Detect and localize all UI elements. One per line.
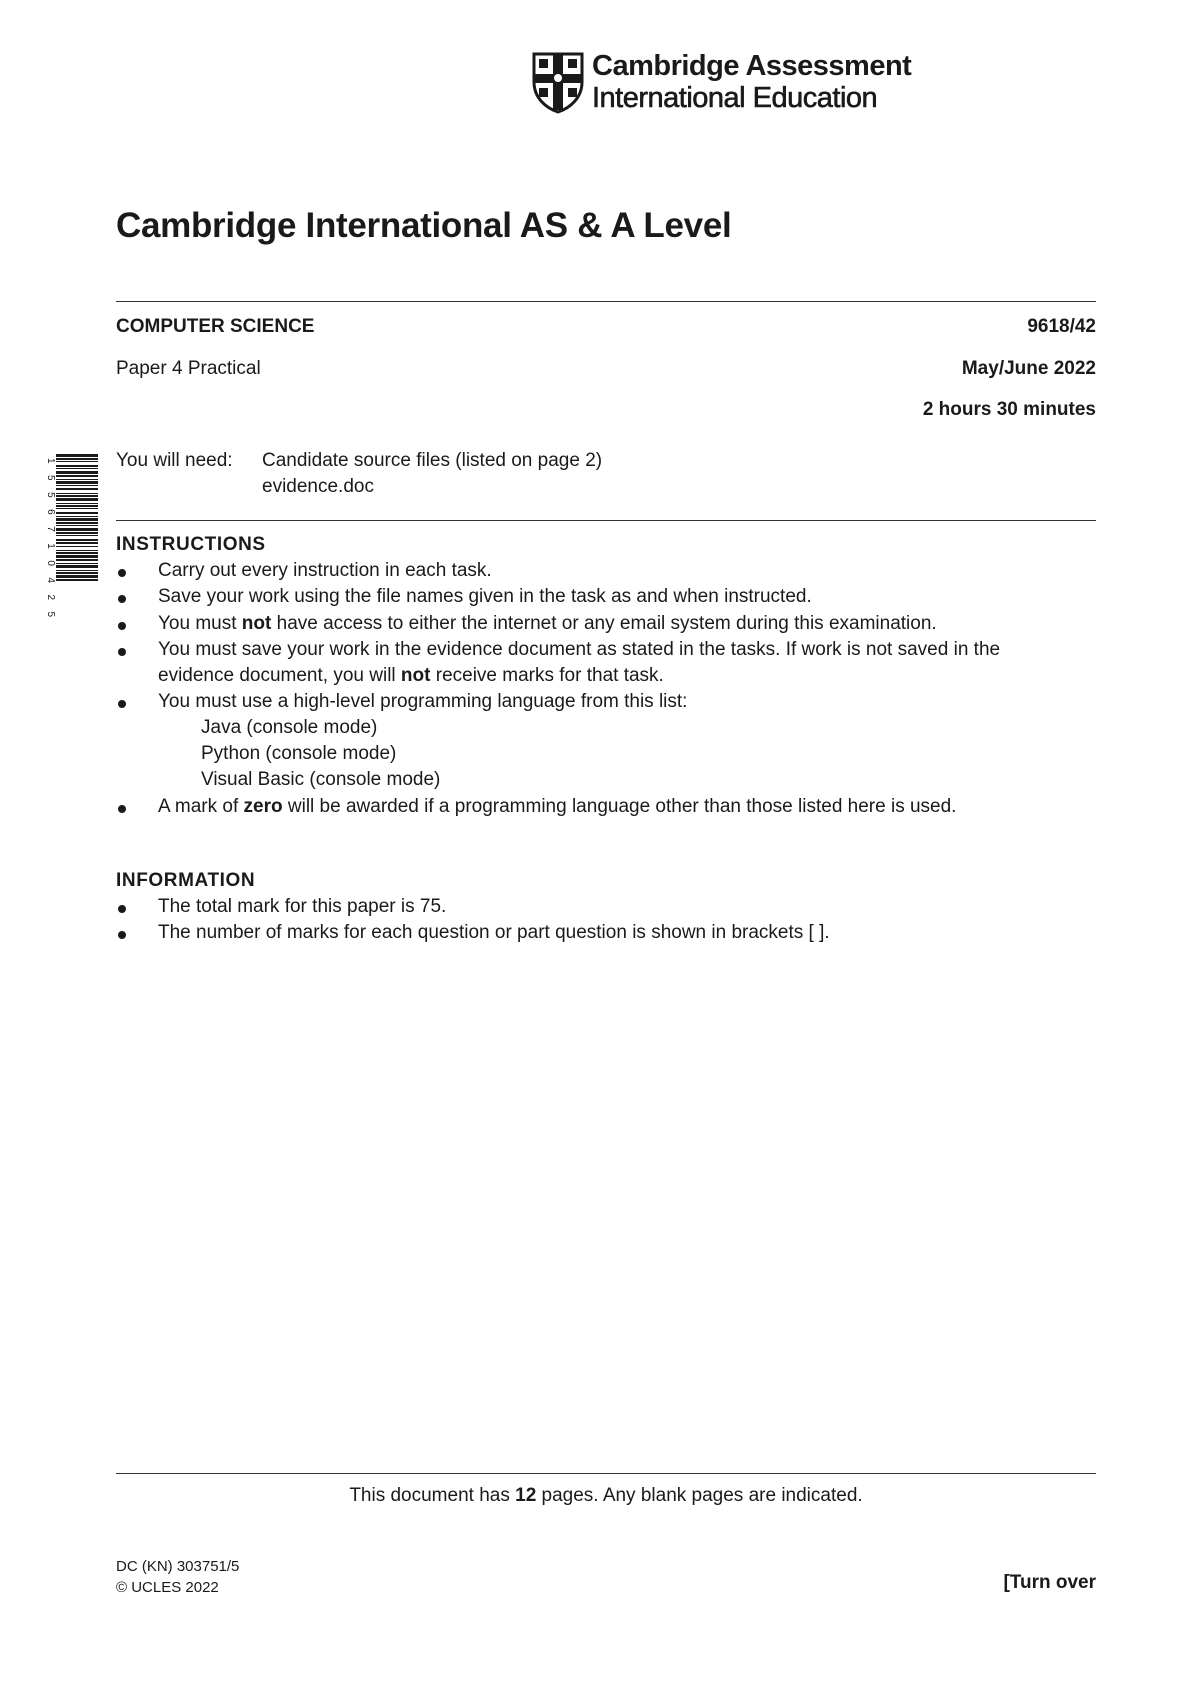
paper-code: 9618/42 xyxy=(1027,316,1096,337)
barcode-bar xyxy=(56,528,98,531)
document-code: DC (KN) 303751/5 xyxy=(116,1558,240,1575)
barcode-digits: 1556710425 xyxy=(45,458,56,629)
barcode-graphic xyxy=(42,454,98,684)
instruction-item: Save your work using the file names given in the task as and when instructed. xyxy=(158,586,812,607)
bullet-icon xyxy=(118,595,126,603)
document-title: Cambridge International AS & A Level xyxy=(116,206,732,245)
turn-over: [Turn over xyxy=(1003,1572,1096,1593)
requirement-item: evidence.doc xyxy=(262,476,374,497)
barcode-bar xyxy=(56,512,98,514)
logo-line2: International Education xyxy=(592,82,878,114)
bullet-icon xyxy=(118,648,126,656)
language-item: Python (console mode) xyxy=(201,743,397,764)
barcode-bar xyxy=(56,516,98,517)
language-item: Java (console mode) xyxy=(201,717,378,738)
barcode-bar xyxy=(56,550,98,551)
barcode-bar xyxy=(56,479,98,480)
barcode-bar xyxy=(56,552,98,554)
barcode-bar xyxy=(56,572,98,574)
exam-session: May/June 2022 xyxy=(961,358,1096,379)
page-count-note: This document has 12 pages. Any blank pages are indicated. xyxy=(349,1485,863,1506)
bullet-icon xyxy=(118,569,126,577)
barcode-bar xyxy=(56,555,98,558)
bullet-icon xyxy=(118,805,126,813)
cambridge-logo xyxy=(532,52,912,118)
barcode-bar xyxy=(56,535,98,536)
footer-rule xyxy=(116,1473,1096,1474)
barcode-bar xyxy=(56,475,98,477)
barcode-bar xyxy=(56,542,98,544)
barcode-bar xyxy=(56,563,98,564)
barcode xyxy=(42,454,98,684)
bullet-icon xyxy=(118,905,126,913)
instruction-item: You must use a high-level programming language from this list: xyxy=(158,691,688,712)
barcode-bar xyxy=(56,505,98,507)
header-rule-bottom xyxy=(116,520,1096,521)
barcode-bar xyxy=(56,495,98,497)
barcode-bar xyxy=(56,493,98,494)
barcode-bar xyxy=(56,508,98,509)
language-item: Visual Basic (console mode) xyxy=(201,769,441,790)
exam-duration: 2 hours 30 minutes xyxy=(922,399,1096,420)
barcode-bar xyxy=(56,498,98,501)
barcode-bar xyxy=(56,532,98,534)
bullet-icon xyxy=(118,700,126,708)
barcode-bar xyxy=(56,503,98,504)
bullet-icon xyxy=(118,931,126,939)
barcode-bar xyxy=(56,522,98,524)
barcode-bar xyxy=(56,518,98,521)
information-item: The total mark for this paper is 75. xyxy=(158,896,447,917)
instruction-item-continued: evidence document, you will not receive marks for that task. xyxy=(158,665,664,686)
barcode-bar xyxy=(56,565,98,568)
barcode-bar xyxy=(56,559,98,561)
instructions-heading: INSTRUCTIONS xyxy=(116,534,266,555)
barcode-bar xyxy=(56,481,98,484)
subject-name: COMPUTER SCIENCE xyxy=(116,316,315,337)
barcode-bar xyxy=(56,458,98,460)
requirements-label: You will need: xyxy=(116,450,233,471)
header-rule-top xyxy=(116,301,1096,302)
paper-name: Paper 4 Practical xyxy=(116,358,261,379)
requirement-item: Candidate source files (listed on page 2) xyxy=(262,450,603,471)
barcode-bar xyxy=(56,471,98,474)
instruction-item: You must save your work in the evidence document as stated in the tasks. If work is not saved in the xyxy=(158,639,1001,660)
barcode-bar xyxy=(56,461,98,462)
barcode-bar xyxy=(56,579,98,581)
barcode-bar xyxy=(56,570,98,571)
barcode-bar xyxy=(56,546,98,547)
bullet-icon xyxy=(118,622,126,630)
barcode-bar xyxy=(56,525,98,526)
barcode-bar xyxy=(56,454,98,457)
copyright: © UCLES 2022 xyxy=(116,1579,219,1596)
information-item: The number of marks for each question or part question is shown in brackets [ ]. xyxy=(158,922,830,943)
logo-line1: Cambridge Assessment xyxy=(592,50,912,82)
barcode-bar xyxy=(56,539,98,541)
crest-icon xyxy=(532,52,584,114)
barcode-bar xyxy=(56,575,98,578)
barcode-bar xyxy=(56,468,98,469)
instruction-item: Carry out every instruction in each task. xyxy=(158,560,492,581)
instruction-item: A mark of zero will be awarded if a programming language other than those listed here is used. xyxy=(158,796,957,817)
barcode-bar xyxy=(56,488,98,490)
information-heading: INFORMATION xyxy=(116,870,256,891)
barcode-bar xyxy=(56,485,98,486)
barcode-bar xyxy=(56,465,98,467)
instruction-item: You must not have access to either the internet or any email system during this examination. xyxy=(158,613,937,634)
